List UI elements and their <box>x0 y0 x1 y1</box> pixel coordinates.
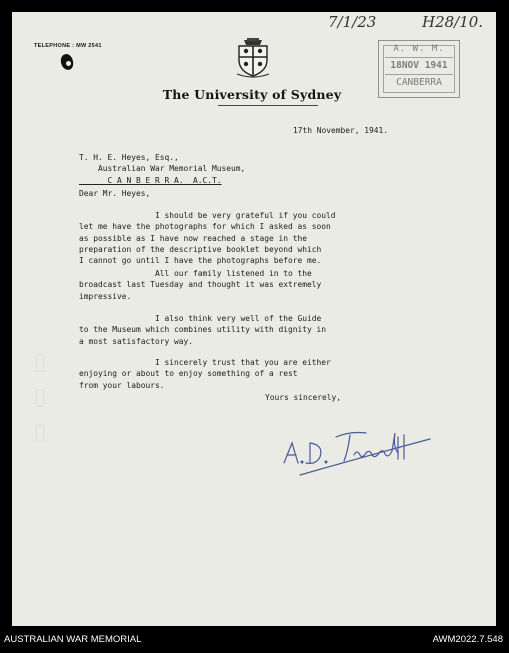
text-line: broadcast last Tuesday and thought it was extremely <box>79 280 322 290</box>
text-line: I should be very grateful if you could <box>79 211 336 220</box>
paper-hole-highlight <box>66 61 71 66</box>
stamp-divider <box>385 74 453 75</box>
stamp-date: 18NOV 1941 <box>390 60 448 71</box>
stamp-place: CANBERRA <box>396 77 442 88</box>
text-line: I cannot go until I have the photographs before me. <box>79 256 322 266</box>
letterhead-rule <box>218 105 318 106</box>
paragraph-2 <box>79 268 321 302</box>
address-line: Australian War Memorial Museum, <box>79 164 246 174</box>
handwritten-folio-ref: H28/10. <box>422 13 484 31</box>
telephone-number: TELEPHONE : MW 2541 <box>34 43 102 49</box>
text-line: let me have the photographs for which I asked as soon <box>79 222 331 232</box>
university-crest-icon <box>234 38 272 78</box>
received-stamp <box>378 40 460 98</box>
faint-watermark-mark: ▭ ▭ ▭ <box>26 349 52 444</box>
paragraph-1 <box>79 210 336 266</box>
text-line: I also think very well of the Guide <box>79 314 322 323</box>
text-line: I sincerely trust that you are either <box>79 358 331 367</box>
letter-page <box>12 12 496 626</box>
paragraph-4 <box>79 357 331 391</box>
text-line: preparation of the descriptive booklet beyond which <box>79 244 322 254</box>
stamp-org: A. W. M. <box>393 44 445 54</box>
text-line: a most satisfactory way. <box>79 336 194 346</box>
text-line: All our family listened in to the <box>79 269 312 278</box>
text-line: as possible as I have now reached a stage in the <box>79 233 308 243</box>
address-line: T. H. E. Heyes, Esq., <box>79 153 179 162</box>
stamp-divider <box>385 57 453 58</box>
text-line: from your labours. <box>79 380 165 390</box>
salutation: Dear Mr. Heyes, <box>79 189 151 198</box>
footer-accession-number: AWM2022.7.548 <box>432 634 503 645</box>
closing: Yours sincerely, <box>265 393 342 402</box>
handwritten-file-ref: 7/1/23 <box>328 13 377 31</box>
address-line: C A N B E R R A. A.C.T. <box>79 175 222 185</box>
recipient-address <box>79 152 245 186</box>
text-line: enjoying or about to enjoy something of a rest <box>79 369 298 379</box>
footer-institution: AUSTRALIAN WAR MEMORIAL <box>4 634 142 645</box>
university-name: The University of Sydney <box>162 87 342 102</box>
paragraph-3 <box>79 313 326 347</box>
text-line: to the Museum which combines utility with dignity in <box>79 325 327 335</box>
letter-date: 17th November, 1941. <box>293 126 389 135</box>
handwritten-signature <box>280 415 440 485</box>
text-line: impressive. <box>79 291 132 301</box>
